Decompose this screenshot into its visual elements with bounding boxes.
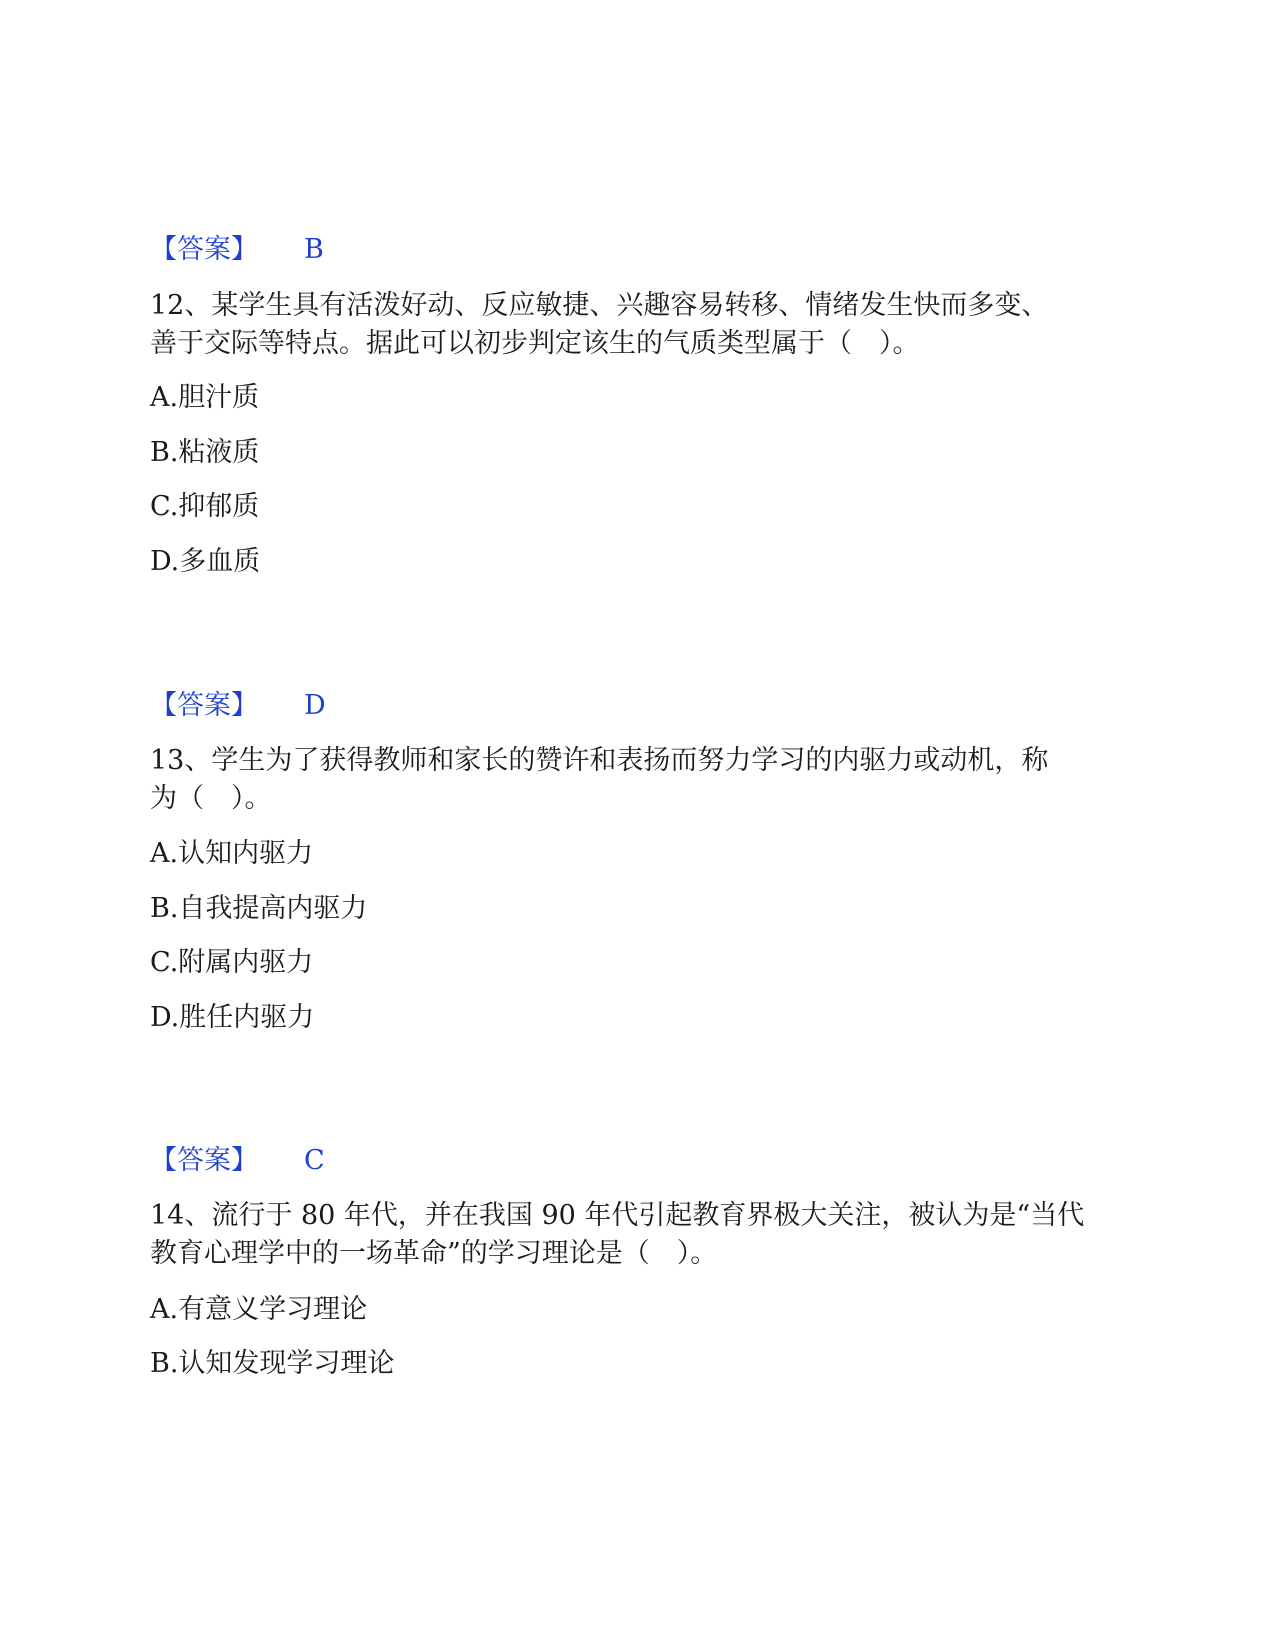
option-a: A.认知内驱力: [150, 838, 314, 869]
question-text-line-1: 13、学生为了获得教师和家长的赞许和表扬而努力学习的内驱力或动机，称: [150, 745, 1049, 776]
option-a: A.胆汁质: [150, 382, 260, 413]
question-text-line-2: 为（ ）。: [150, 783, 272, 814]
question-text-line-1: 12、某学生具有活泼好动、反应敏捷、兴趣容易转移、情绪发生快而多变、: [150, 290, 1049, 321]
answer-label: 【答案】: [150, 234, 258, 265]
answer-label: 【答案】: [150, 690, 258, 721]
answer-line: [150, 686, 326, 726]
option-d: D.多血质: [150, 546, 261, 577]
question-text-line-2: 教育心理学中的一场革命”的学习理论是（ ）。: [150, 1238, 718, 1269]
answer-label: 【答案】: [150, 1145, 258, 1176]
answer-line: [150, 1141, 325, 1181]
answer-value: C: [304, 1145, 325, 1176]
option-b: B.自我提高内驱力: [150, 893, 368, 924]
option-b: B.认知发现学习理论: [150, 1348, 395, 1379]
option-a: A.有意义学习理论: [150, 1294, 368, 1325]
option-b: B.粘液质: [150, 437, 260, 468]
option-c: C.抑郁质: [150, 491, 260, 522]
answer-line: [150, 230, 324, 270]
answer-value: D: [304, 690, 326, 721]
option-d: D.胜任内驱力: [150, 1002, 315, 1033]
question-text-line-1: 14、流行于 80 年代，并在我国 90 年代引起教育界极大关注，被认为是“当代: [150, 1200, 1085, 1231]
question-text-line-2: 善于交际等特点。据此可以初步判定该生的气质类型属于（ ）。: [150, 328, 920, 359]
option-c: C.附属内驱力: [150, 947, 314, 978]
answer-value: B: [304, 234, 324, 265]
